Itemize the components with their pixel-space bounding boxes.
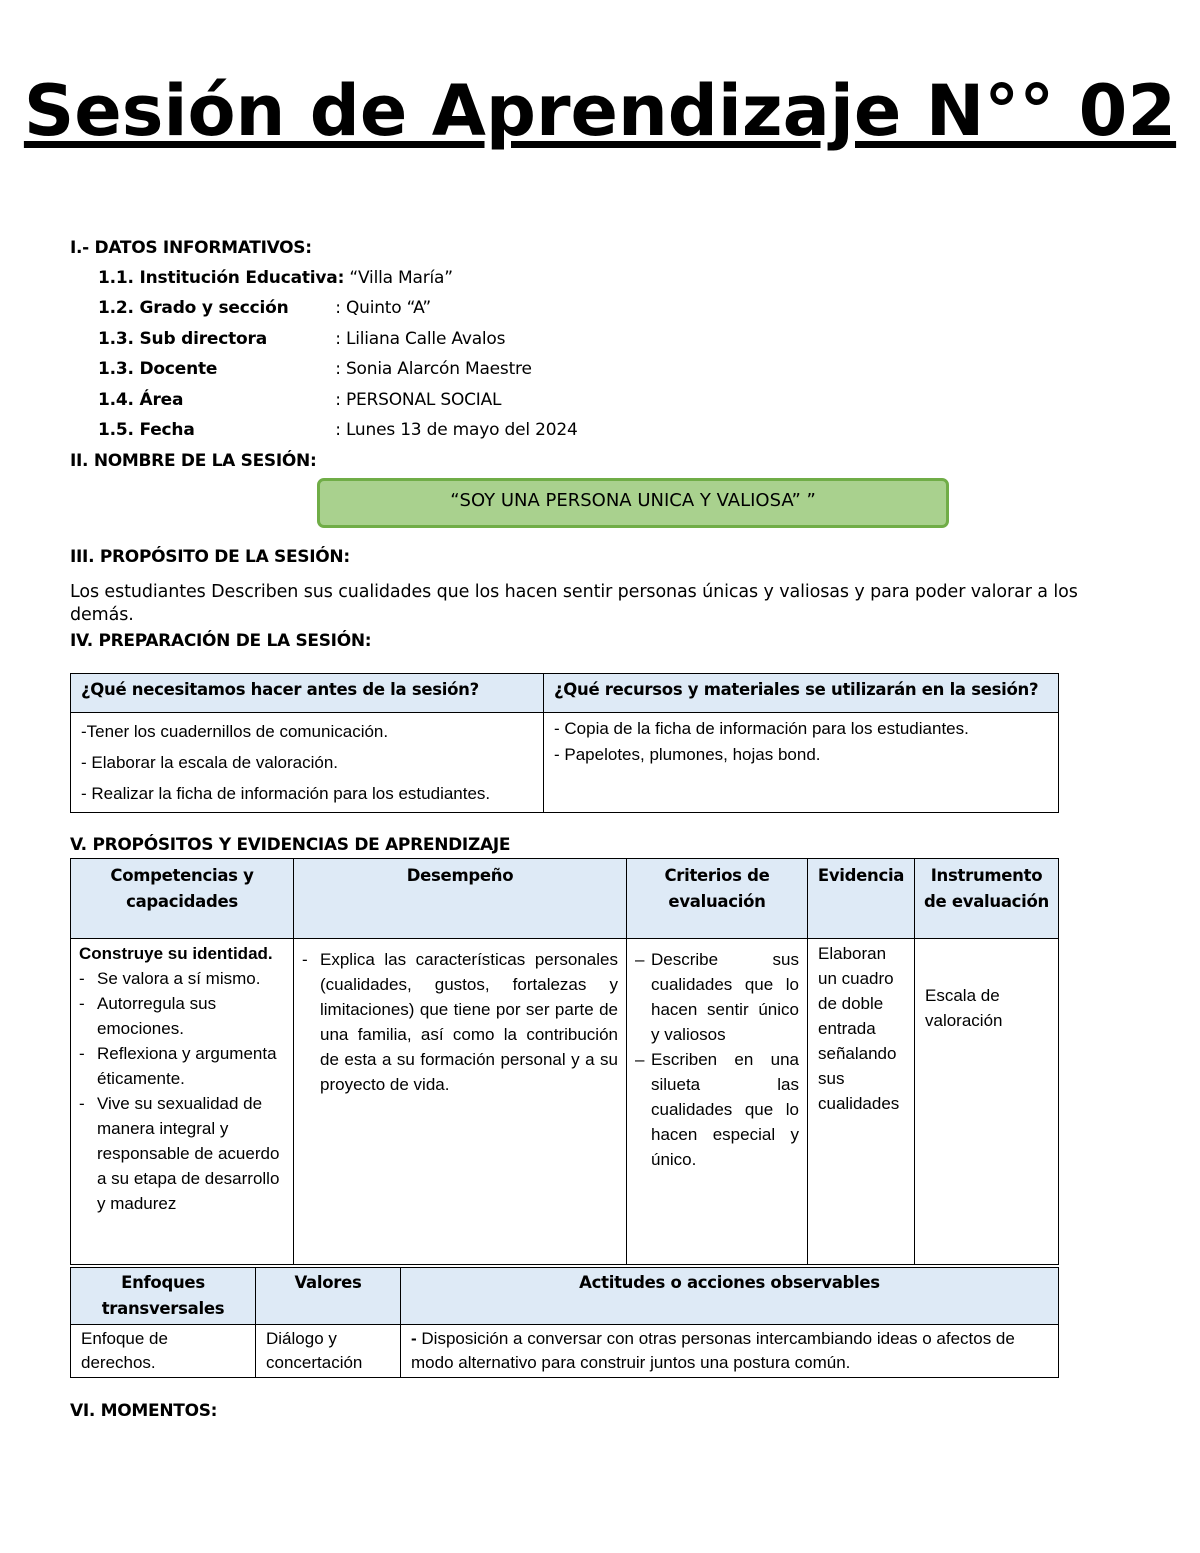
cell-competencias (71, 939, 294, 1265)
info-row-subdirectora (98, 329, 505, 349)
cell-actitud: - Disposición a conversar con otras personas intercambiando ideas o afectos de modo alternativo para construir juntos una postura común. (401, 1325, 1059, 1378)
cell-instrumento: Escala de valoración (915, 939, 1059, 1265)
header-valores: Valores (256, 1268, 401, 1325)
competency-title: Construye su identidad. (79, 944, 273, 963)
info-label: 1.2. Grado y sección (98, 298, 289, 318)
header-criterios: Criterios de evaluación (627, 859, 808, 939)
prep-cell-resources (544, 713, 1059, 813)
performance-text: - Explica las características personales (cualidades, gustos, fortalezas y limitaciones) que tiene por ser parte de una familia, así como la contribución de esta a su formación personal y a su proyecto de vida. (302, 947, 618, 1097)
info-value: : PERSONAL SOCIAL (335, 390, 502, 410)
prep-header-resources: ¿Qué recursos y materiales se utilizarán en la sesión? (544, 674, 1059, 713)
list-item: - Realizar la ficha de información para los estudiantes. (81, 784, 491, 803)
prep-header-before: ¿Qué necesitamos hacer antes de la sesión? (71, 674, 544, 713)
cell-enfoque: Enfoque de derechos. (71, 1325, 256, 1378)
header-enfoques: Enfoques transversales (71, 1268, 256, 1325)
capacity-item: - Se valora a sí mismo. (79, 966, 285, 991)
section-heading-preparacion: IV. PREPARACIÓN DE LA SESIÓN: (70, 631, 372, 651)
cell-valor: Diálogo y concertación (256, 1325, 401, 1378)
evidence-table (70, 858, 1059, 1265)
info-value: “Villa María” (349, 268, 453, 288)
info-row-docente (98, 359, 532, 379)
info-value: : Lunes 13 de mayo del 2024 (335, 420, 578, 440)
transversal-table (70, 1267, 1059, 1378)
purpose-text: Los estudiantes Describen sus cualidades que los hacen sentir personas únicas y valiosas y para poder valorar a los demás. (70, 582, 1078, 625)
header-desempeno: Desempeño (294, 859, 627, 939)
header-instrumento: Instrumento de evaluación (915, 859, 1059, 939)
info-row-institucion (98, 268, 453, 288)
info-row-grado (98, 298, 431, 318)
header-evidencia: Evidencia (808, 859, 915, 939)
list-item: - Elaborar la escala de valoración. (81, 753, 339, 772)
attitude-text: Disposición a conversar con otras personas intercambiando ideas o afectos de modo alternativo para construir juntos una postura común. (411, 1329, 1015, 1372)
info-row-area (98, 390, 501, 410)
section-heading-datos: I.- DATOS INFORMATIVOS: (70, 238, 312, 258)
info-label: 1.1. Institución Educativa: (98, 268, 345, 288)
criteria-item: – Escriben en una silueta las cualidades que lo hacen especial y único. (635, 1047, 799, 1172)
prep-cell-before (71, 713, 544, 813)
list-item: - Papelotes, plumones, hojas bond. (554, 745, 821, 764)
list-item: - Copia de la ficha de información para los estudiantes. (554, 719, 969, 738)
page-title: Sesión de Aprendizaje N°° 02 (23, 70, 1177, 152)
section-heading-nombre: II. NOMBRE DE LA SESIÓN: (70, 451, 317, 471)
session-name-banner: “SOY UNA PERSONA UNICA Y VALIOSA” ” (317, 478, 949, 528)
info-value: : Quinto “A” (335, 298, 432, 318)
capacity-item: - Vive su sexualidad de manera integral y responsable de acuerdo a su etapa de desarrollo y madurez (79, 1091, 285, 1216)
capacity-item: - Autorregula sus emociones. (79, 991, 285, 1041)
info-label: 1.3. Docente (98, 359, 218, 379)
info-label: 1.5. Fecha (98, 420, 195, 440)
cell-evidencia: Elaboran un cuadro de doble entrada señalando sus cualidades (808, 939, 915, 1265)
cell-desempeno (294, 939, 627, 1265)
header-actitudes: Actitudes o acciones observables (401, 1268, 1059, 1325)
section-heading-propositos-evidencias: V. PROPÓSITOS Y EVIDENCIAS DE APRENDIZAJE (70, 835, 511, 855)
info-row-fecha (98, 420, 578, 440)
capacity-item: - Reflexiona y argumenta éticamente. (79, 1041, 285, 1091)
header-competencias: Competencias y capacidades (71, 859, 294, 939)
info-value: : Sonia Alarcón Maestre (335, 359, 532, 379)
preparation-table (70, 673, 1059, 813)
criteria-item: – Describe sus cualidades que lo hacen sentir único y valiosos (635, 947, 799, 1047)
section-heading-proposito: III. PROPÓSITO DE LA SESIÓN: (70, 547, 350, 567)
info-label: 1.4. Área (98, 390, 184, 410)
info-label: 1.3. Sub directora (98, 329, 267, 349)
info-value: : Liliana Calle Avalos (335, 329, 506, 349)
list-item: -Tener los cuadernillos de comunicación. (81, 722, 389, 741)
section-heading-momentos: VI. MOMENTOS: (70, 1401, 218, 1421)
cell-criterios (627, 939, 808, 1265)
